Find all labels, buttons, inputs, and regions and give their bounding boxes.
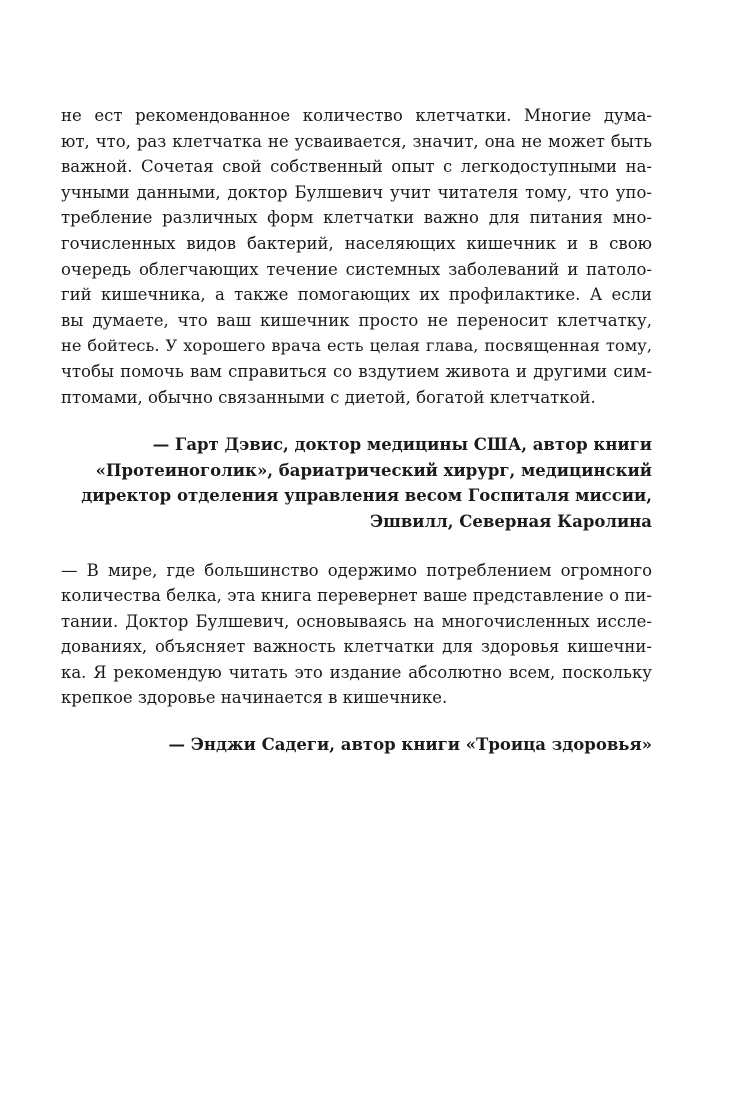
attribution-1-line-3: директор отделения управления весом Госпиталя миссии,	[81, 486, 652, 506]
testimonial-1-line-2: ют, что, раз клетчатка не усваивается, значит, она не может быть	[61, 131, 652, 151]
testimonial-1-line-1: не ест рекомендованное количество клетчатки. Многие дума-	[61, 106, 652, 125]
testimonial-2-line-4: дованиях, объясняет важность клетчатки для здоровья кишечни-	[61, 637, 652, 657]
testimonial-1-line-3: важной. Сочетая свой собственный опыт с легкодоступными на-	[61, 157, 652, 177]
testimonial-2-body	[61, 558, 652, 712]
testimonial-2-line-1: — В мире, где большинство одержимо потреблением огромного	[61, 560, 652, 580]
testimonial-2-line-5: ка. Я рекомендую читать это издание абсолютно всем, поскольку	[61, 662, 652, 682]
testimonial-1-line-9: вы думаете, что ваш кишечник просто не переносит клетчатку,	[61, 310, 652, 330]
testimonial-2-attribution	[61, 732, 652, 758]
testimonial-1-attribution	[61, 432, 652, 534]
testimonial-1-line-6: гочисленных видов бактерий, населяющих кишечник и в свою	[61, 233, 652, 253]
testimonial-2-line-3: тании. Доктор Булшевич, основываясь на многочисленных иссле-	[61, 611, 652, 631]
testimonial-1-line-12: птомами, обычно связанными с диетой, богатой клетчаткой.	[61, 387, 596, 407]
attribution-1-line-1: — Гарт Дэвис, доктор медицины США, автор книги	[152, 435, 652, 455]
testimonial-1-line-4: учными данными, доктор Булшевич учит читателя тому, что упо-	[61, 182, 652, 202]
testimonial-2-line-2: количества белка, эта книга перевернет ваше представление о пи-	[61, 586, 652, 606]
attribution-2-line-1: — Энджи Садеги, автор книги «Троица здоровья»	[168, 735, 652, 755]
testimonial-1-line-11: чтобы помочь вам справиться со вздутием живота и другими сим-	[61, 361, 652, 381]
testimonial-1-body	[61, 103, 652, 410]
page-content	[61, 103, 652, 758]
testimonial-1-line-5: требление различных форм клетчатки важно для питания мно-	[61, 208, 652, 228]
testimonial-1-line-8: гий кишечника, а также помогающих их профилактике. А если	[61, 285, 652, 305]
testimonial-1-line-10: не бойтесь. У хорошего врача есть целая глава, посвященная тому,	[61, 336, 652, 356]
attribution-1-line-2: «Протеиноголик», бариатрический хирург, медицинский	[95, 460, 652, 480]
attribution-1-line-4: Эшвилл, Северная Каролина	[369, 511, 652, 531]
testimonial-1-line-7: очередь облегчающих течение системных заболеваний и патоло-	[61, 259, 652, 279]
testimonial-2-line-6: крепкое здоровье начинается в кишечнике.	[61, 688, 448, 708]
